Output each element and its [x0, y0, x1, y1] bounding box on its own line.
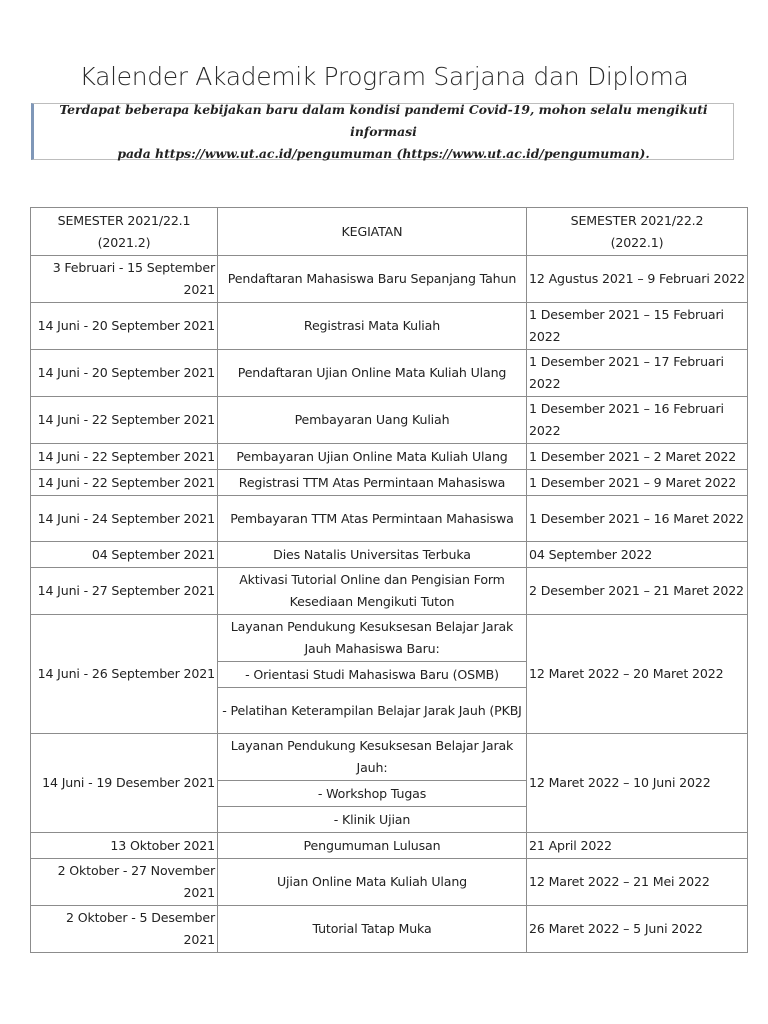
- notice-box: [31, 103, 734, 160]
- table-row: [31, 568, 748, 615]
- kegiatan: Pengumuman Lulusan: [218, 833, 527, 859]
- header-semester-2-code: (2022.1): [610, 234, 664, 250]
- kegiatan: Dies Natalis Universitas Terbuka: [218, 542, 527, 568]
- table-row-group-1: [31, 615, 748, 662]
- semester-2-date: 1 Desember 2021 – 9 Maret 2022: [527, 470, 748, 496]
- kegiatan: Registrasi Mata Kuliah: [218, 303, 527, 350]
- kegiatan: Pembayaran Ujian Online Mata Kuliah Ulang: [218, 444, 527, 470]
- semester-2-date: 21 April 2022: [527, 833, 748, 859]
- kegiatan: Pendaftaran Mahasiswa Baru Sepanjang Tahun: [218, 256, 527, 303]
- semester-1-date: 14 Juni - 20 September 2021: [31, 303, 218, 350]
- semester-2-date: 2 Desember 2021 – 21 Maret 2022: [527, 568, 748, 615]
- semester-2-date: 04 September 2022: [527, 542, 748, 568]
- semester-1-date: 14 Juni - 20 September 2021: [31, 350, 218, 397]
- semester-2-date: 12 Agustus 2021 – 9 Februari 2022: [527, 256, 748, 303]
- table-header-row: [31, 208, 748, 256]
- header-semester-2-title: SEMESTER 2021/22.2: [570, 212, 704, 228]
- kegiatan: Tutorial Tatap Muka: [218, 906, 527, 953]
- table-row-group-2: [31, 734, 748, 781]
- kegiatan-group-item: - Workshop Tugas: [218, 781, 527, 807]
- semester-2-date: 1 Desember 2021 – 2 Maret 2022: [527, 444, 748, 470]
- kegiatan-group-head: Layanan Pendukung Kesuksesan Belajar Jarak Jauh:: [218, 734, 527, 781]
- semester-1-date: 14 Juni - 24 September 2021: [31, 496, 218, 542]
- kegiatan: Pembayaran Uang Kuliah: [218, 397, 527, 444]
- semester-2-date: 12 Maret 2022 – 20 Maret 2022: [527, 615, 748, 734]
- header-semester-1: [31, 208, 218, 256]
- table-row: [31, 496, 748, 542]
- calendar-table: [30, 207, 748, 953]
- semester-2-date: 1 Desember 2021 – 16 Februari 2022: [527, 397, 748, 444]
- kegiatan: Aktivasi Tutorial Online dan Pengisian Form Kesediaan Mengikuti Tuton: [218, 568, 527, 615]
- semester-1-date: 14 Juni - 22 September 2021: [31, 444, 218, 470]
- semester-1-date: 14 Juni - 27 September 2021: [31, 568, 218, 615]
- table-row: [31, 470, 748, 496]
- table-row: [31, 444, 748, 470]
- kegiatan-group-item: - Pelatihan Keterampilan Belajar Jarak Jauh (PKBJ: [218, 688, 527, 734]
- table-row: [31, 859, 748, 906]
- table-row: [31, 542, 748, 568]
- page-title: Kalender Akademik Program Sarjana dan Diploma: [79, 62, 689, 91]
- semester-2-date: 26 Maret 2022 – 5 Juni 2022: [527, 906, 748, 953]
- kegiatan: Ujian Online Mata Kuliah Ulang: [218, 859, 527, 906]
- semester-1-date: 14 Juni - 22 September 2021: [31, 397, 218, 444]
- semester-1-date: 3 Februari - 15 September 2021: [31, 256, 218, 303]
- semester-1-date: 2 Oktober - 5 Desember 2021: [31, 906, 218, 953]
- table-row: [31, 906, 748, 953]
- semester-2-date: 12 Maret 2022 – 21 Mei 2022: [527, 859, 748, 906]
- header-semester-1-title: SEMESTER 2021/22.1: [57, 212, 191, 228]
- semester-1-date: 2 Oktober - 27 November 2021: [31, 859, 218, 906]
- kegiatan: Pendaftaran Ujian Online Mata Kuliah Ulang: [218, 350, 527, 397]
- semester-1-date: 04 September 2021: [31, 542, 218, 568]
- notice-line-2: pada https://www.ut.ac.id/pengumuman (https://www.ut.ac.id/pengumuman).: [117, 145, 650, 161]
- semester-2-date: 1 Desember 2021 – 17 Februari 2022: [527, 350, 748, 397]
- table-row: [31, 397, 748, 444]
- table-row: [31, 303, 748, 350]
- kegiatan-group-item: - Klinik Ujian: [218, 807, 527, 833]
- kegiatan-group-item: - Orientasi Studi Mahasiswa Baru (OSMB): [218, 662, 527, 688]
- header-semester-2: [527, 208, 748, 256]
- notice-line-1: Terdapat beberapa kebijakan baru dalam kondisi pandemi Covid-19, mohon selalu mengikuti informasi: [59, 101, 708, 139]
- semester-2-date: 1 Desember 2021 – 15 Februari 2022: [527, 303, 748, 350]
- semester-1-date: 13 Oktober 2021: [31, 833, 218, 859]
- kegiatan: Pembayaran TTM Atas Permintaan Mahasiswa: [218, 496, 527, 542]
- header-semester-1-code: (2021.2): [97, 234, 151, 250]
- semester-1-date: 14 Juni - 19 Desember 2021: [31, 734, 218, 833]
- header-kegiatan: KEGIATAN: [218, 208, 527, 256]
- semester-2-date: 12 Maret 2022 – 10 Juni 2022: [527, 734, 748, 833]
- kegiatan-group-head: Layanan Pendukung Kesuksesan Belajar Jarak Jauh Mahasiswa Baru:: [218, 615, 527, 662]
- table-row: [31, 833, 748, 859]
- kegiatan: Registrasi TTM Atas Permintaan Mahasiswa: [218, 470, 527, 496]
- semester-1-date: 14 Juni - 22 September 2021: [31, 470, 218, 496]
- semester-1-date: 14 Juni - 26 September 2021: [31, 615, 218, 734]
- table-row: [31, 350, 748, 397]
- semester-2-date: 1 Desember 2021 – 16 Maret 2022: [527, 496, 748, 542]
- table-row: [31, 256, 748, 303]
